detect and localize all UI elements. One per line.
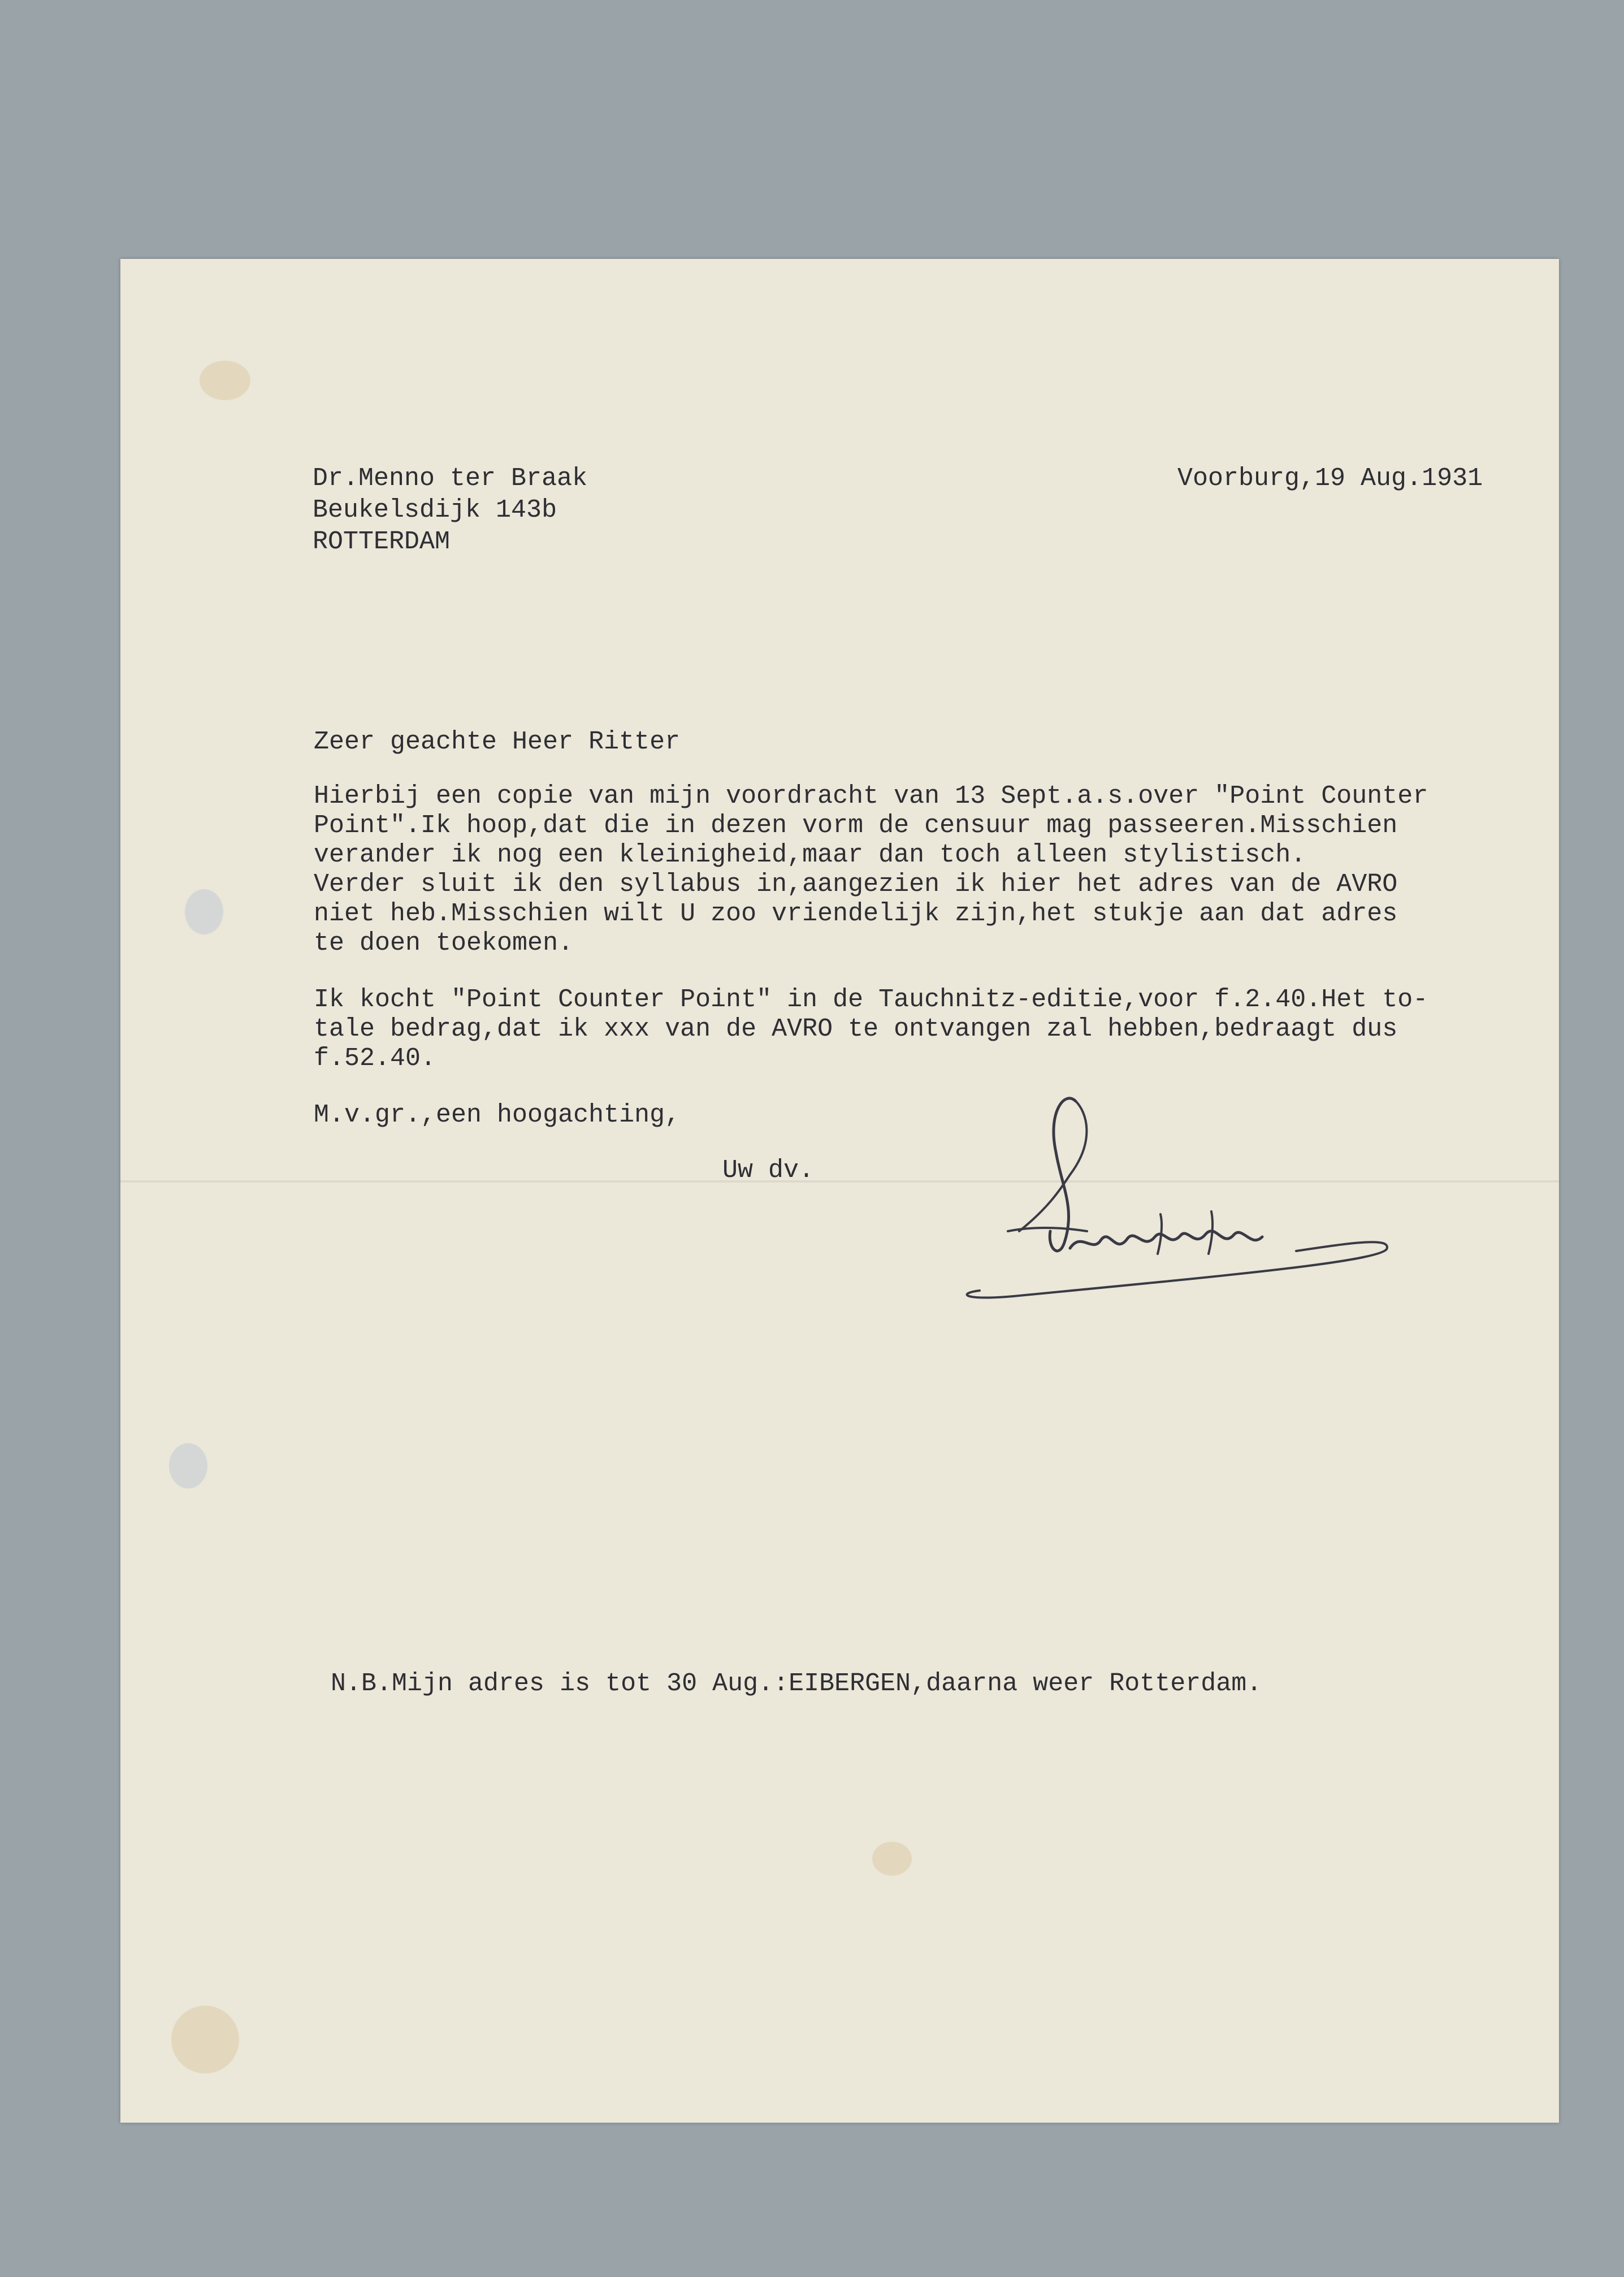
paragraph-line: Hierbij een copie van mijn voordracht van 13 Sept.a.s.over "Point Counter <box>314 782 1428 811</box>
paragraph-line: tale bedrag,dat ik xxx van de AVRO te ontvangen zal hebben,bedraagt dus <box>314 1015 1398 1044</box>
paragraph-line: Verder sluit ik den syllabus in,aangezien ik hier het adres van de AVRO <box>314 870 1398 899</box>
handwritten-signature <box>878 1079 1398 1322</box>
punch-hole-bottom <box>169 1443 207 1488</box>
punch-hole-top <box>185 889 223 934</box>
paper-stain <box>200 361 250 400</box>
closing: M.v.gr.,een hoogachting, <box>314 1101 681 1129</box>
paper-stain <box>171 2006 239 2073</box>
paragraph-line: f.52.40. <box>314 1044 436 1073</box>
paragraph-line: verander ik nog een kleinigheid,maar dan toch alleen stylistisch. <box>314 841 1306 869</box>
sender-city: ROTTERDAM <box>313 527 451 556</box>
paper-stain <box>872 1842 912 1876</box>
sender-name: Dr.Menno ter Braak <box>313 464 588 493</box>
paragraph-line: Ik kocht "Point Counter Point" in de Tauchnitz-editie,voor f.2.40.Het to- <box>314 985 1428 1014</box>
yours-line: Uw dv. <box>722 1156 815 1185</box>
paragraph-line: niet heb.Misschien wilt U zoo vriendelijk zijn,het stukje aan dat adres <box>314 899 1398 928</box>
letter-page <box>120 259 1559 2123</box>
salutation: Zeer geachte Heer Ritter <box>314 728 681 756</box>
paragraph-line: Point".Ik hoop,dat die in dezen vorm de censuur mag passeeren.Misschien <box>314 811 1398 840</box>
postscript: N.B.Mijn adres is tot 30 Aug.:EIBERGEN,daarna weer Rotterdam. <box>331 1669 1262 1698</box>
sender-street: Beukelsdijk 143b <box>313 496 557 525</box>
place-date: Voorburg,19 Aug.1931 <box>1177 464 1483 493</box>
paragraph-line: te doen toekomen. <box>314 929 574 958</box>
